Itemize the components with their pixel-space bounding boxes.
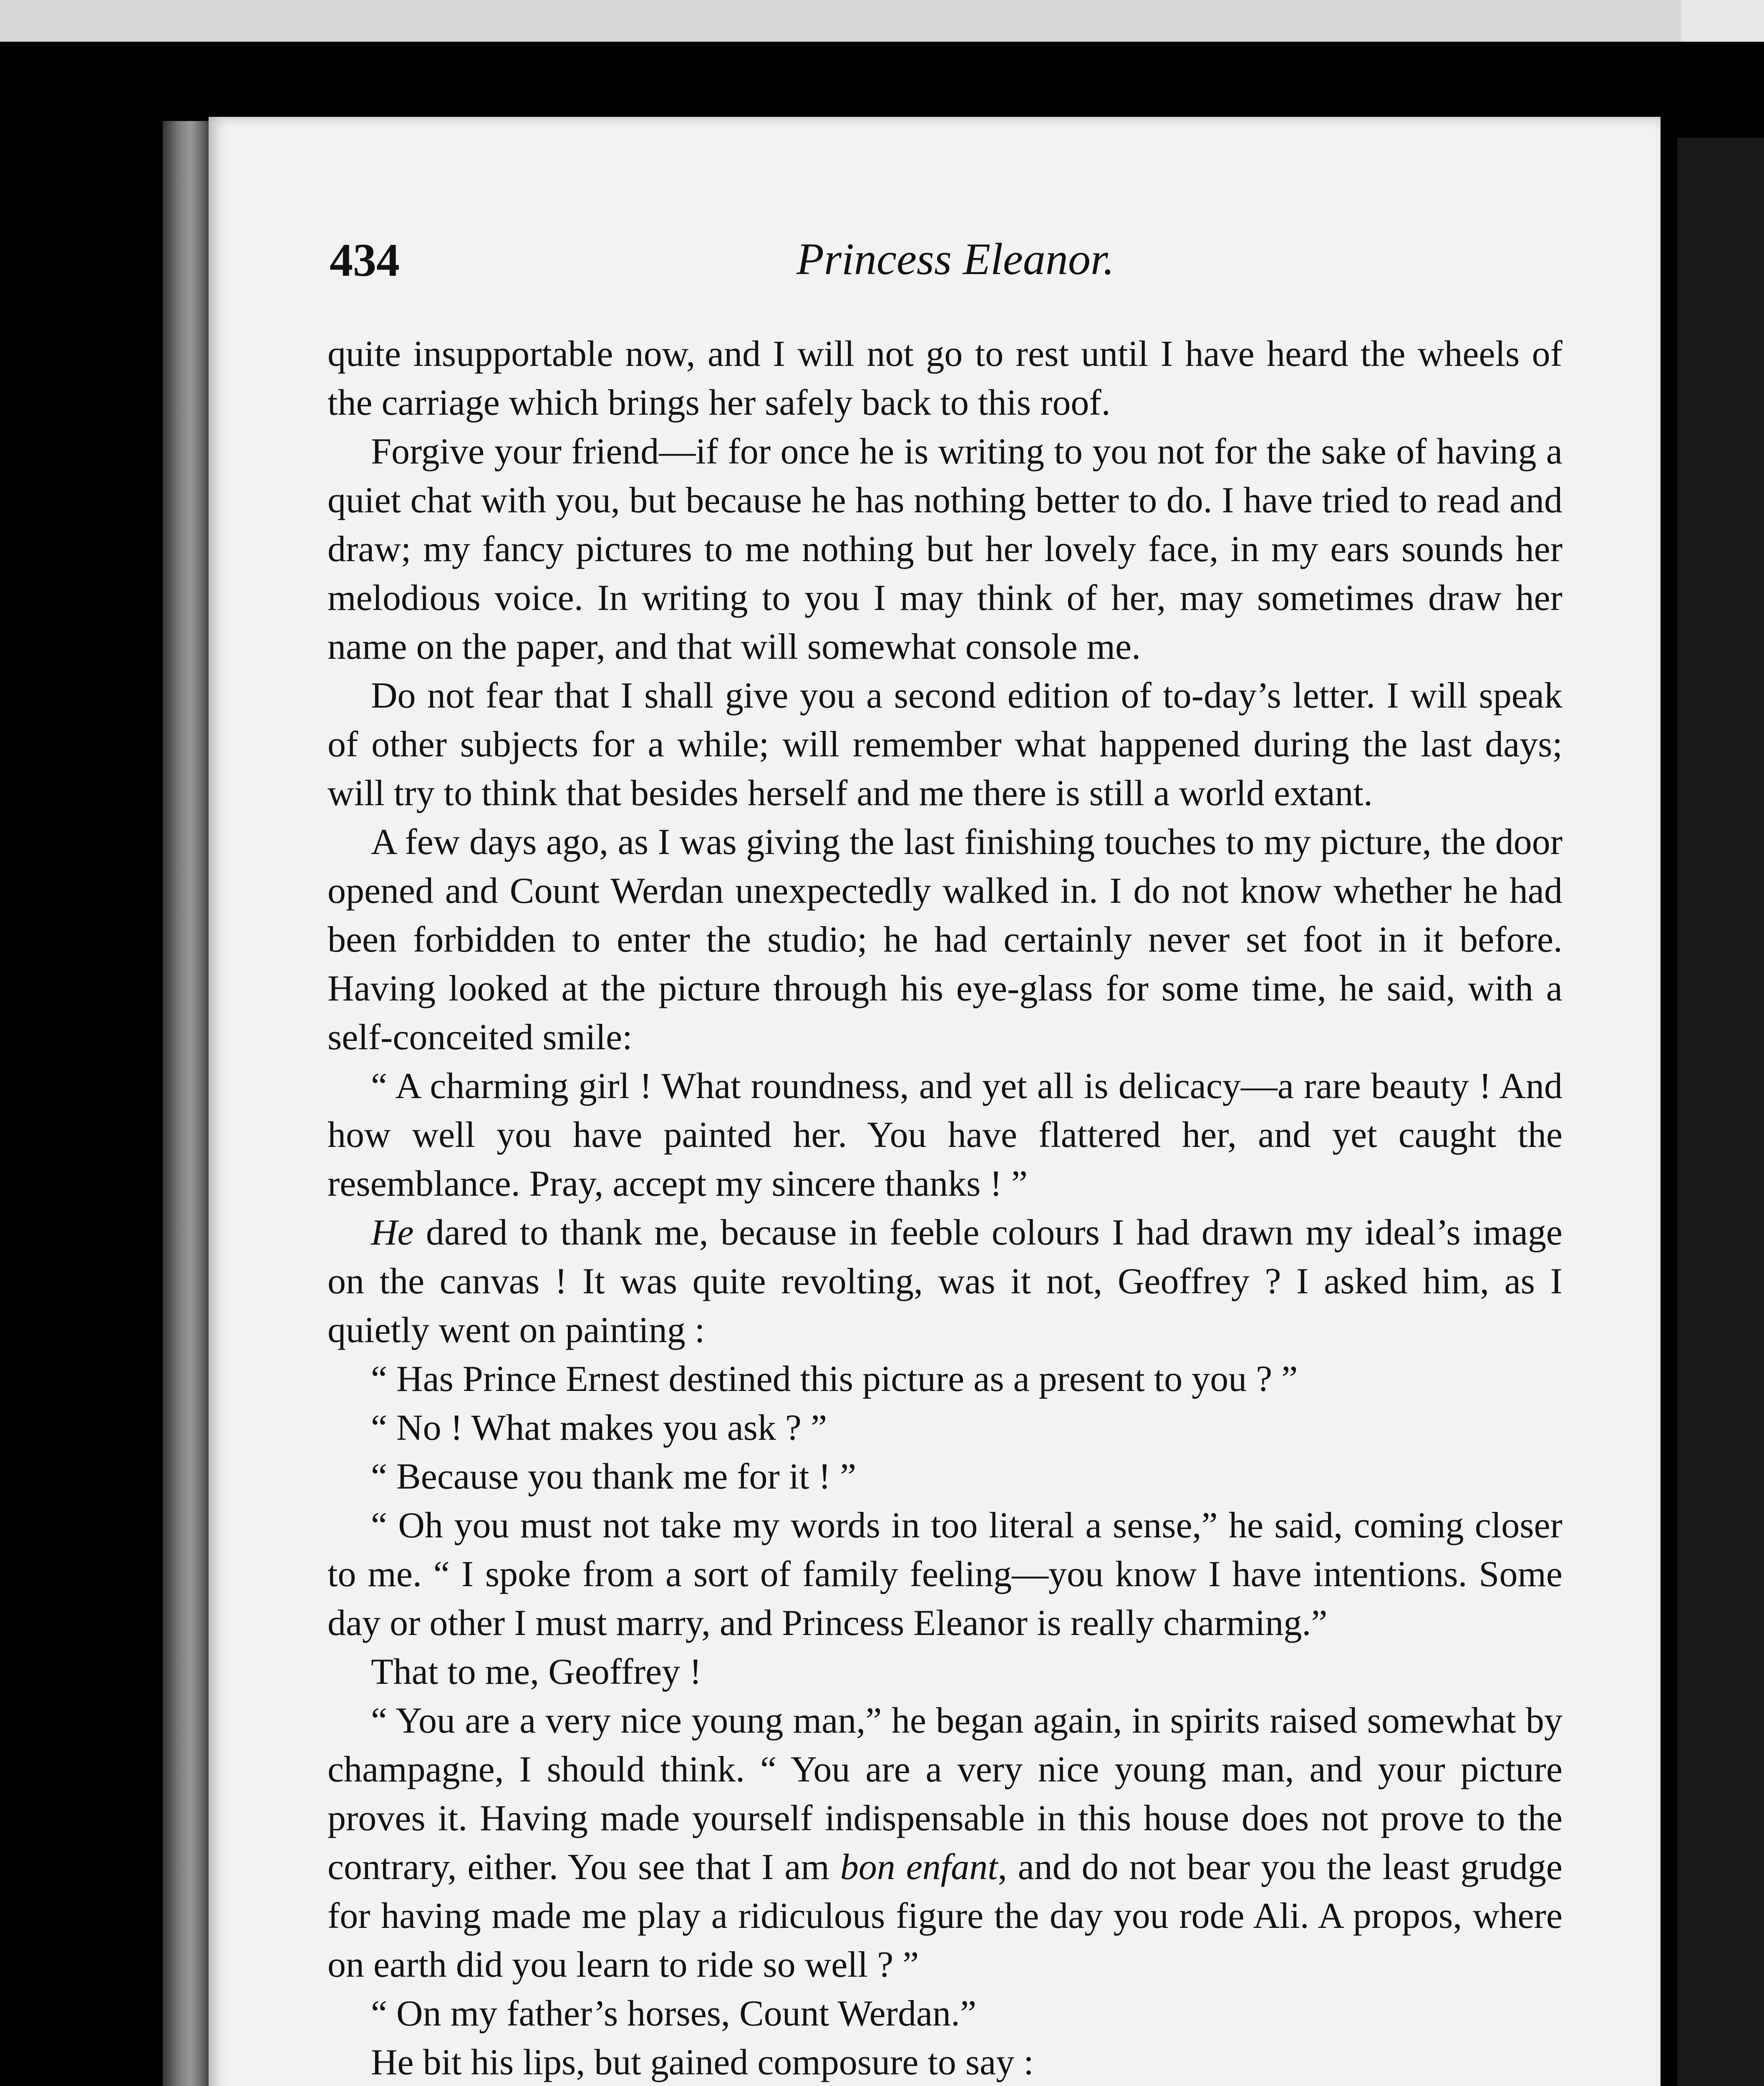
scan-top-strip-right — [1681, 0, 1764, 42]
italic-phrase: bon enfant — [840, 1847, 998, 1887]
facing-page-edge — [1677, 138, 1764, 2086]
paragraph-12-after: , and do not bear you the least grudge for having made me play a ridiculous figure the day you rode Ali. A propos, where on earth did you learn to ride so well ? ” — [328, 1847, 1562, 1985]
paragraph-6-text: dared to thank me, because in feeble colours I had drawn my ideal’s image on the canvas ! It was quite revolting, was it not, Geoffrey ? I asked him, as I quietly went on painting : — [328, 1212, 1562, 1350]
paragraph-6 — [328, 1208, 1562, 1355]
paragraph-1: quite insupportable now, and I will not go to rest until I have heard the wheels of the carriage which brings her safely back to this roof. — [328, 334, 1562, 423]
italic-lead: He — [371, 1212, 414, 1253]
page-header — [330, 234, 1581, 292]
running-title: Princess Eleanor. — [796, 234, 1114, 284]
paragraph-2: Forgive your friend—if for once he is writing to you not for the sake of having a quiet chat with you, but because he has nothing better to do. I have tried to read and draw; my fancy pictures to me nothing but her lovely face, in my ears sounds her melodious voice. In writing to you I may think of her, may sometimes draw her name on the paper, and that will somewhat console me. — [328, 431, 1562, 667]
paragraph-13: “ On my father’s horses, Count Werdan.” — [371, 1993, 977, 2034]
paragraph-10: “ Oh you must not take my words in too literal a sense,” he said, coming closer to me. “ I spoke from a sort of family feeling—you know I have intentions. Some day or other I must marry, and Princess Eleanor is really charming.” — [328, 1505, 1562, 1643]
book-page — [209, 117, 1661, 2086]
paragraph-8: “ No ! What makes you ask ? ” — [371, 1408, 827, 1448]
body-text — [328, 330, 1562, 2086]
paragraph-7: “ Has Prince Ernest destined this picture as a present to you ? ” — [371, 1359, 1298, 1399]
paragraph-12-before: “ You are a very nice young man,” he began again, in spirits raised somewhat by champagne, I should think. “ You are a very nice young man, and your picture proves it. Having made yourself indispensable in this house does not prove to the contrary, either. You see that I am — [328, 1701, 1562, 1887]
paragraph-5: “ A charming girl ! What roundness, and yet all is delicacy—a rare beauty ! And how well you have painted her. You have flattered her, and yet caught the resemblance. Pray, accept my sincere thanks ! ” — [328, 1066, 1562, 1204]
scan-top-strip — [0, 0, 1764, 42]
paragraph-11: That to me, Geoffrey ! — [371, 1652, 702, 1692]
paragraph-3: Do not fear that I shall give you a second edition of to-day’s letter. I will speak of other subjects for a while; will remember what happened during the last days; will try to think that besides herself and me there is still a world extant. — [328, 675, 1562, 814]
book-page-edges — [163, 121, 213, 2086]
paragraph-14: He bit his lips, but gained composure to say : — [371, 2042, 1034, 2083]
paragraph-9: “ Because you thank me for it ! ” — [371, 1456, 857, 1497]
paragraph-12 — [328, 1696, 1562, 1989]
page-number: 434 — [330, 234, 400, 286]
paragraph-4: A few days ago, as I was giving the last finishing touches to my picture, the door opened and Count Werdan unexpectedly walked in. I do not know whether he had been forbidden to enter the studio; he had certainly never set foot in it before. Having looked at the picture through his eye-glass for some time, he said, with a self-conceited smile: — [328, 822, 1562, 1058]
